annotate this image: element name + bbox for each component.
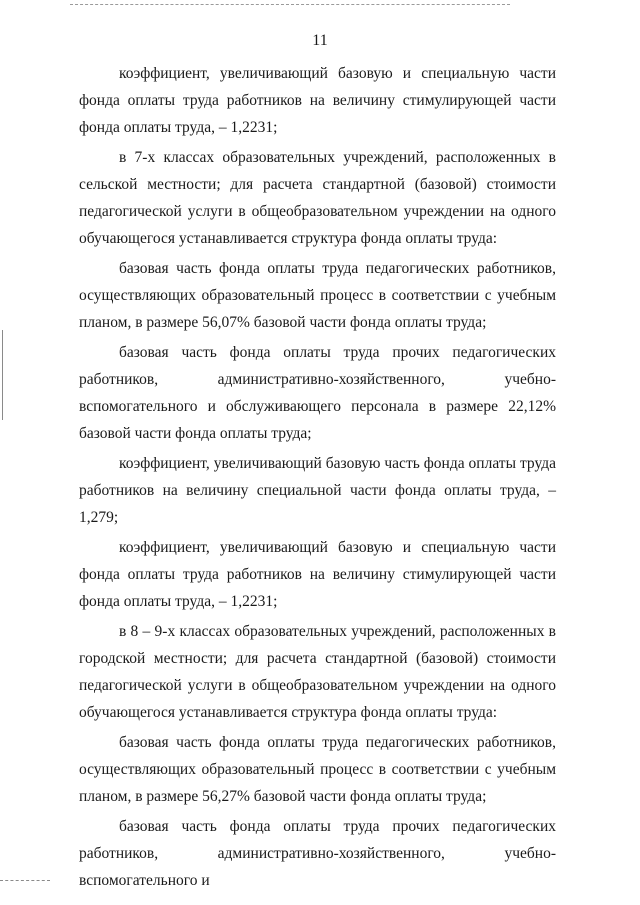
paragraph: базовая часть фонда оплаты труда прочих педагогических работников, административно-хозяйственного, учебно-вспомогательного и обслуживающего персонала в размере 22,12% базовой части фонда оплаты труда; — [79, 344, 556, 442]
paragraph: базовая часть фонда оплаты труда педагогических работников, осуществляющих образовательный процесс в соответствии с учебным планом, в размере 56,27% базовой части фонда оплаты труда; — [79, 734, 556, 805]
paragraph: коэффициент, увеличивающий базовую часть фонда оплаты труда работников на величину специальной части фонда оплаты труда, – 1,279; — [79, 455, 556, 526]
paragraph: коэффициент, увеличивающий базовую и специальную части фонда оплаты труда работников на величину стимулирующей части фонда оплаты труда, – 1,2231; — [79, 539, 556, 610]
page-number: 11 — [312, 32, 328, 49]
paragraph: в 8 – 9-х классах образовательных учреждений, расположенных в городской местности; для расчета стандартной (базовой) стоимости педагогической услуги в общеобразовательном учреждении на одного обучающегося устанавливается структура фонда оплаты труда: — [79, 623, 556, 721]
paragraph: базовая часть фонда оплаты труда педагогических работников, осуществляющих образовательный процесс в соответствии с учебным планом, в размере 56,07% базовой части фонда оплаты труда; — [79, 260, 556, 331]
paragraph: в 7-х классах образовательных учреждений, расположенных в сельской местности; для расчета стандартной (базовой) стоимости педагогической услуги в общеобразовательном учреждении на одного обучающегося устанавливается структура фонда оплаты труда: — [79, 149, 556, 247]
scan-edge-left — [2, 330, 3, 420]
paragraph: коэффициент, увеличивающий базовую и специальную части фонда оплаты труда работников на величину стимулирующей части фонда оплаты труда, – 1,2231; — [79, 65, 556, 136]
document-body — [79, 60, 556, 894]
scan-edge-top — [70, 4, 510, 5]
paragraph: базовая часть фонда оплаты труда прочих педагогических работников, административно-хозяйственного, учебно-вспомогательного и — [79, 818, 556, 889]
scan-edge-bottom — [0, 880, 50, 881]
